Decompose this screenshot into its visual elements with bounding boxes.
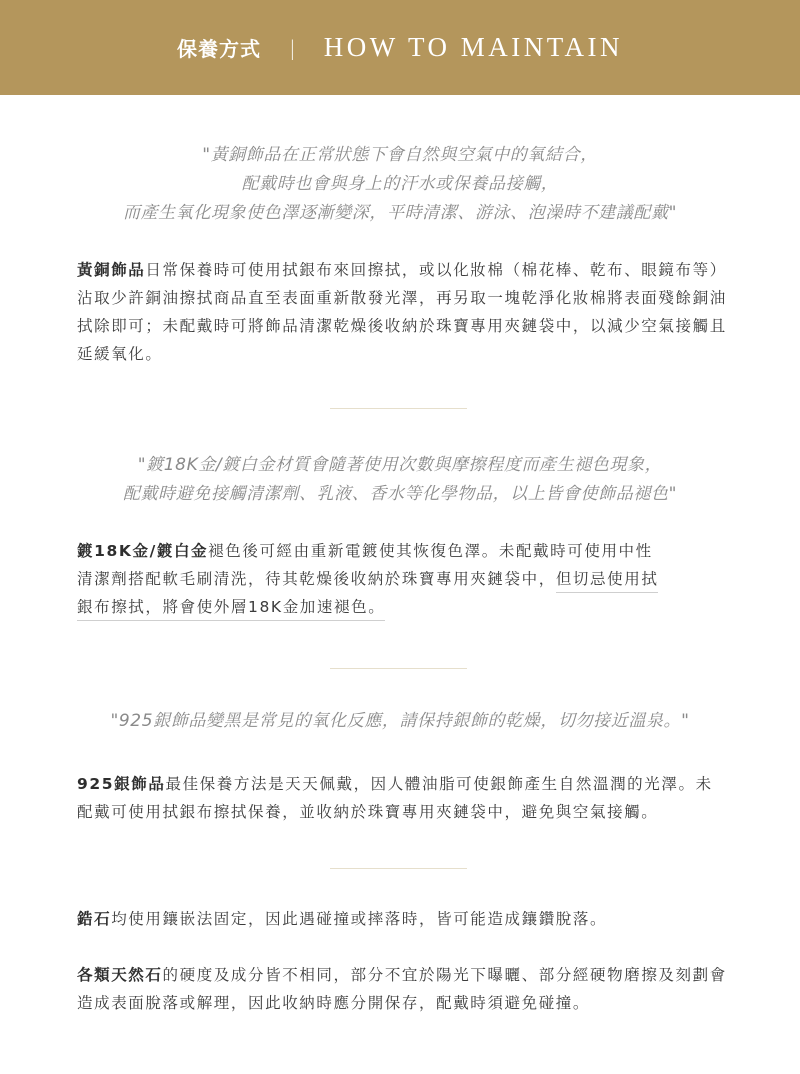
- plated-quote: [40, 451, 760, 509]
- stone-label: 各類天然石: [77, 966, 163, 984]
- quote-line: "黃銅飾品在正常狀態下會自然與空氣中的氧結合，: [202, 145, 598, 165]
- zircon-care-paragraph: [77, 905, 727, 933]
- plated-care-text-2: 清潔劑搭配軟毛刷清洗，待其乾燥後收納於珠寶專用夾鏈袋中，: [77, 570, 556, 588]
- header-banner: [0, 0, 800, 95]
- brass-care-paragraph: [77, 256, 727, 368]
- plated-care-paragraph: [77, 537, 727, 621]
- plated-label: 鍍18K金/鍍白金: [77, 542, 209, 560]
- plated-care-text-1: 褪色後可經由重新電鍍使其恢復色澤。未配戴時可使用中性: [208, 542, 653, 560]
- quote-line: 配戴時也會與身上的汗水或保養品接觸，: [241, 174, 559, 194]
- header-title-zh: 保養方式: [176, 37, 261, 61]
- zircon-care-text: 均使用鑲嵌法固定，因此遇碰撞或摔落時，皆可能造成鑲鑽脫落。: [111, 910, 608, 928]
- quote-line: "鍍18K金/鍍白金材質會隨著使用次數與摩擦程度而產生褪色現象，: [137, 455, 663, 475]
- stone-care-text: 的硬度及成分皆不相同，部分不宜於陽光下曝曬、部分經硬物磨擦及刻劃會造成表面脫落或解理，因此收納時應分開保存，配戴時須避免碰撞。: [77, 966, 727, 1012]
- brass-quote: [40, 141, 760, 228]
- header-title-en: HOW TO MAINTAIN: [323, 32, 624, 62]
- brass-care-text: 日常保養時可使用拭銀布來回擦拭，或以化妝棉（棉花棒、乾布、眼鏡布等）沾取少許銅油擦拭商品直至表面重新散發光澤，再另取一塊乾淨化妝棉將表面殘餘銅油拭除即可；未配戴時可將飾品清潔乾燥後收納於珠寶專用夾鏈袋中，以減少空氣接觸且延緩氧化。: [77, 261, 727, 363]
- section-divider: [330, 408, 467, 409]
- zircon-label: 鋯石: [77, 910, 112, 928]
- brass-label: 黃銅飾品: [77, 261, 146, 279]
- silver-quote: [40, 707, 760, 736]
- section-divider: [330, 868, 467, 869]
- silver-care-paragraph: [77, 770, 727, 826]
- plated-warning-text-2: 銀布擦拭，將會使外層18K金加速褪色。: [77, 598, 385, 621]
- silver-label: 925銀飾品: [77, 775, 166, 793]
- quote-line: "925銀飾品變黑是常見的氧化反應，請保持銀飾的乾燥，切勿接近溫泉。": [110, 711, 690, 731]
- quote-line: 而產生氧化現象使色澤逐漸變深，平時清潔、游泳、泡澡時不建議配戴": [122, 203, 678, 223]
- section-divider: [330, 668, 467, 669]
- quote-line: 配戴時避免接觸清潔劑、乳液、香水等化學物品，以上皆會使飾品褪色": [122, 484, 678, 504]
- header-separator: |: [288, 35, 296, 60]
- stone-care-paragraph: [77, 961, 727, 1017]
- plated-warning-text-1: 但切忌使用拭: [556, 570, 659, 593]
- silver-care-text: 最佳保養方法是天天佩戴，因人體油脂可使銀飾產生自然溫潤的光澤。未配戴可使用拭銀布擦拭保養，並收納於珠寶專用夾鏈袋中，避免與空氣接觸。: [77, 775, 713, 821]
